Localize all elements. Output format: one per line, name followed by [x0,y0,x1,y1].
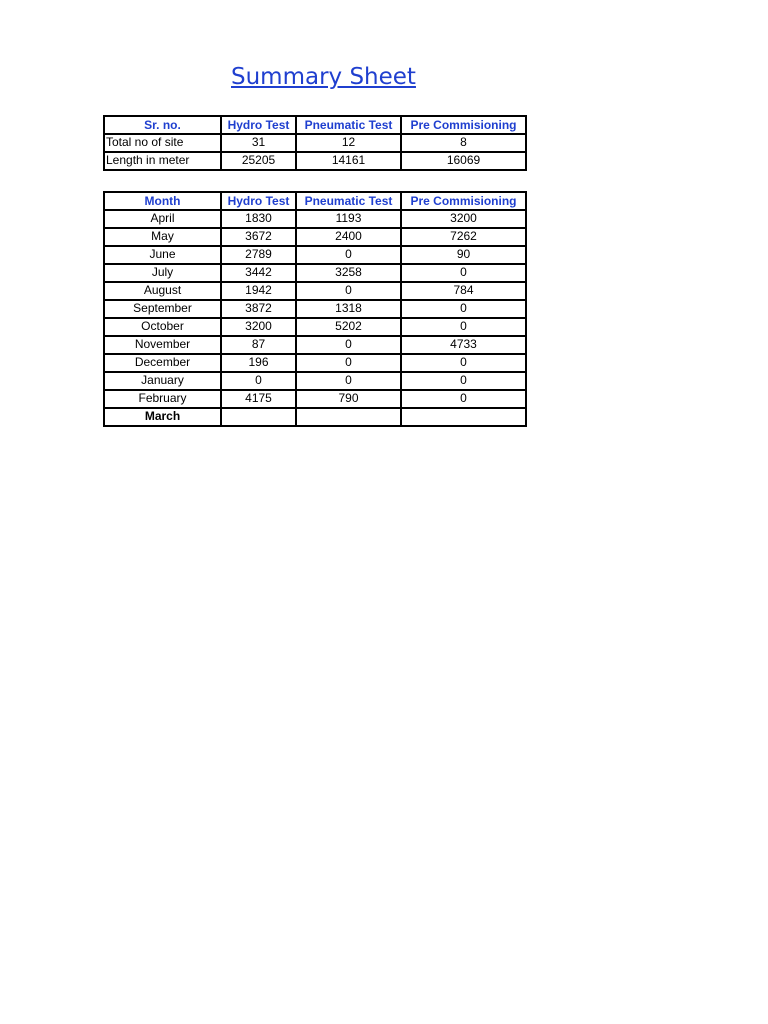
table-row [104,134,526,152]
pneumatic-value: 0 [296,354,401,372]
monthly-header-row [104,192,526,210]
pre-commisioning-value: 0 [401,300,526,318]
table-row [104,354,526,372]
table-row [104,264,526,282]
hydro-value: 3442 [221,264,296,282]
header-month: Month [104,192,221,210]
pre-commisioning-value: 7262 [401,228,526,246]
month-label: August [104,282,221,300]
header-hydro-test: Hydro Test [221,192,296,210]
table-row [104,246,526,264]
pre-commisioning-value: 784 [401,282,526,300]
pneumatic-value: 14161 [296,152,401,170]
table-row [104,152,526,170]
pre-commisioning-value: 0 [401,318,526,336]
table-row [104,228,526,246]
pre-commisioning-value: 3200 [401,210,526,228]
hydro-value [221,408,296,426]
summary-header-row [104,116,526,134]
row-label: Length in meter [104,152,221,170]
pre-commisioning-value: 0 [401,264,526,282]
header-pneumatic-test: Pneumatic Test [296,192,401,210]
hydro-value: 3200 [221,318,296,336]
pre-commisioning-value: 16069 [401,152,526,170]
pneumatic-value: 1193 [296,210,401,228]
hydro-value: 196 [221,354,296,372]
pneumatic-value: 0 [296,372,401,390]
pneumatic-value: 790 [296,390,401,408]
pneumatic-value: 12 [296,134,401,152]
hydro-value: 0 [221,372,296,390]
table-row [104,318,526,336]
month-label: May [104,228,221,246]
table-row [104,210,526,228]
month-label: November [104,336,221,354]
month-label: October [104,318,221,336]
header-pre-commisioning: Pre Commisioning [401,116,526,134]
pneumatic-value [296,408,401,426]
table-row [104,390,526,408]
summary-table [103,115,527,171]
pre-commisioning-value: 0 [401,372,526,390]
header-pre-commisioning: Pre Commisioning [401,192,526,210]
pre-commisioning-value: 0 [401,354,526,372]
table-row [104,282,526,300]
month-label: September [104,300,221,318]
pneumatic-value: 1318 [296,300,401,318]
monthly-table [103,191,527,427]
hydro-value: 4175 [221,390,296,408]
month-label: January [104,372,221,390]
hydro-value: 3872 [221,300,296,318]
month-label: July [104,264,221,282]
page-title[interactable]: Summary Sheet [231,64,416,90]
month-label: March [104,408,221,426]
hydro-value: 87 [221,336,296,354]
hydro-value: 1830 [221,210,296,228]
pre-commisioning-value: 0 [401,390,526,408]
table-row [104,408,526,426]
hydro-value: 25205 [221,152,296,170]
pneumatic-value: 5202 [296,318,401,336]
month-label: April [104,210,221,228]
pre-commisioning-value: 4733 [401,336,526,354]
hydro-value: 1942 [221,282,296,300]
hydro-value: 3672 [221,228,296,246]
row-label: Total no of site [104,134,221,152]
table-row [104,372,526,390]
hydro-value: 2789 [221,246,296,264]
pre-commisioning-value [401,408,526,426]
pneumatic-value: 0 [296,336,401,354]
pneumatic-value: 0 [296,282,401,300]
pneumatic-value: 3258 [296,264,401,282]
pneumatic-value: 2400 [296,228,401,246]
header-hydro-test: Hydro Test [221,116,296,134]
header-sr-no: Sr. no. [104,116,221,134]
pneumatic-value: 0 [296,246,401,264]
month-label: June [104,246,221,264]
pre-commisioning-value: 90 [401,246,526,264]
pre-commisioning-value: 8 [401,134,526,152]
table-row [104,336,526,354]
hydro-value: 31 [221,134,296,152]
table-row [104,300,526,318]
header-pneumatic-test: Pneumatic Test [296,116,401,134]
month-label: February [104,390,221,408]
month-label: December [104,354,221,372]
